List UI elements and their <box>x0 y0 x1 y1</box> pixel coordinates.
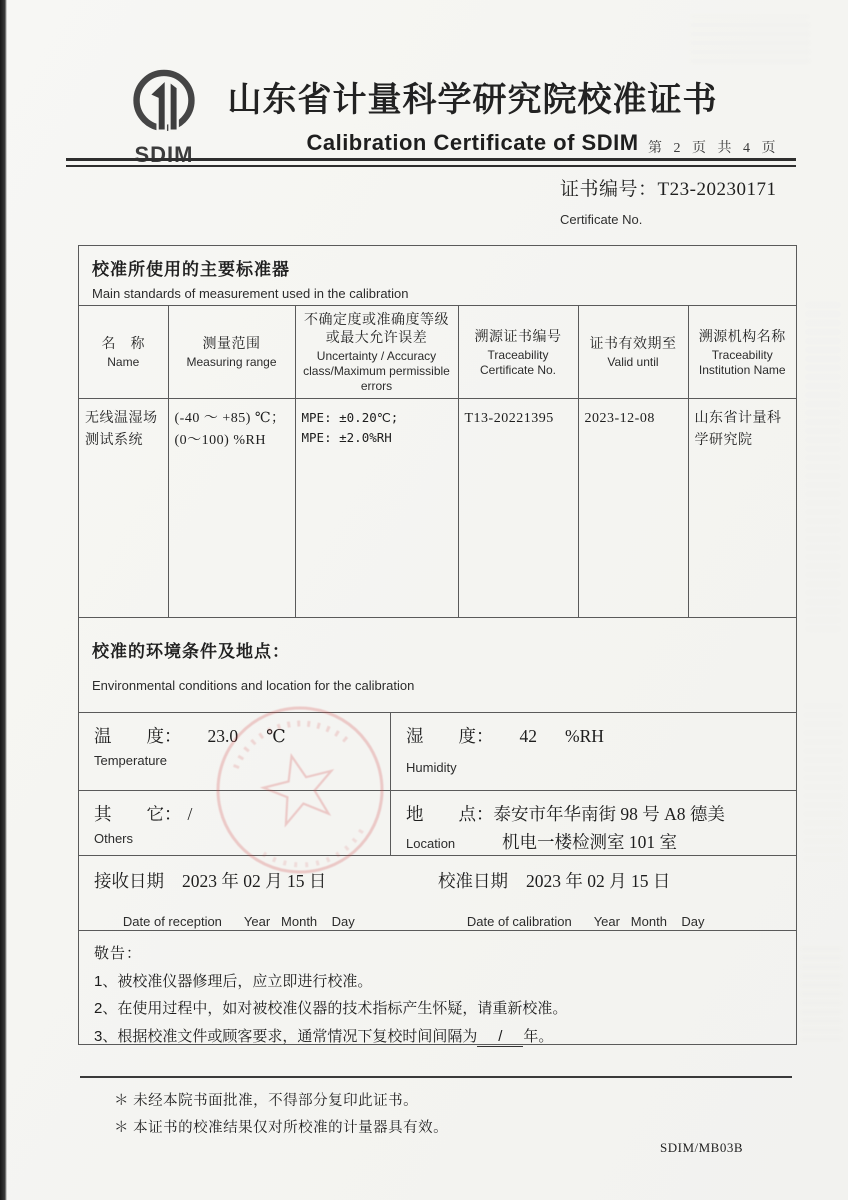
scan-edge-shadow <box>0 0 7 1200</box>
footer-divider <box>80 1076 792 1078</box>
calibration-date-label-cn: 校准日期 <box>438 870 508 891</box>
cell-mpe: MPE: ±0.20℃; MPE: ±2.0%RH <box>295 399 458 617</box>
notice-line-1: 1、被校准仪器修理后，应立即进行校准。 <box>94 972 373 990</box>
temperature-label-cn: 温 度： <box>94 725 182 746</box>
page-number: 第 2 页 共 4 页 <box>648 141 780 156</box>
standards-data-row <box>79 399 796 617</box>
standards-table <box>79 306 796 617</box>
sdim-logo-text: SDIM <box>134 142 194 167</box>
calibration-date-value: 2023 年 02 月 15 日 <box>526 870 671 891</box>
temperature-field <box>79 713 391 790</box>
reception-date-label-en: Date of reception <box>122 913 222 929</box>
others-field <box>79 791 391 855</box>
certificate-number-label: 证书编号： <box>560 179 658 200</box>
reception-ymd-en: Year Month Day <box>243 913 355 929</box>
cell-standard-name: 无线温湿场测试系统 <box>79 399 168 617</box>
certificate-title-cn: 山东省计量科学研究院校准证书 <box>227 82 718 119</box>
humidity-value: 42 <box>519 725 537 746</box>
col-valid-until: 证书有效期至 Valid until <box>578 306 688 399</box>
notice-section <box>79 931 796 1051</box>
calibration-date-label-en: Date of calibration <box>466 913 572 929</box>
cell-trace-no: T13-20221395 <box>458 399 578 617</box>
calibration-ymd-en: Year Month Day <box>593 913 705 929</box>
humidity-unit: %RH <box>565 725 604 746</box>
standards-header-row <box>79 306 796 399</box>
others-label-en: Others <box>94 830 134 846</box>
header-divider <box>66 158 796 167</box>
humidity-label-en: Humidity <box>406 759 457 775</box>
location-label-en: Location <box>406 835 456 851</box>
dates-row <box>79 856 796 931</box>
others-location-row <box>79 791 796 856</box>
footer-notes <box>114 1088 448 1142</box>
sdim-logo-icon <box>118 62 210 148</box>
col-name: 名 称 Name <box>79 306 168 399</box>
cell-measuring-range: (-40 ～ +85) ℃； (0～100) %RH <box>168 399 295 617</box>
col-traceability-cert-no: 溯源证书编号 Traceability Certificate No. <box>458 306 578 399</box>
temperature-unit: ℃ <box>266 725 286 746</box>
certificate-number-value: T23-20230171 <box>657 179 777 200</box>
cell-valid-until: 2023-12-08 <box>578 399 688 617</box>
humidity-field <box>391 713 796 790</box>
humidity-label-cn: 湿 度： <box>406 725 494 746</box>
certificate-number-label-en: Certificate No. <box>560 212 643 227</box>
environment-title-en: Environmental conditions and location for the calibration <box>92 677 415 693</box>
notice-title: 敬告： <box>94 944 143 962</box>
certificate-body <box>78 245 797 1045</box>
environment-title-cn: 校准的环境条件及地点： <box>92 641 290 661</box>
certificate-title-en: Calibration Certificate of SDIM <box>306 130 639 155</box>
col-measuring-range: 测量范围 Measuring range <box>168 306 295 399</box>
standards-title-cn: 校准所使用的主要标准器 <box>92 260 290 279</box>
standards-section-header <box>79 246 796 306</box>
reception-date-field <box>94 868 436 930</box>
temp-humidity-row <box>79 713 796 791</box>
reception-date-value: 2023 年 02 月 15 日 <box>182 870 327 891</box>
temperature-label-en: Temperature <box>94 752 167 768</box>
footer-note-1: ＊ 未经本院书面批准，不得部分复印此证书。 <box>114 1093 419 1109</box>
standards-title-en: Main standards of measurement used in the calibration <box>92 286 409 301</box>
col-uncertainty: 不确定度或准确度等级或最大允许误差 Uncertainty / Accuracy class/Maximum permissible errors <box>295 306 458 399</box>
certificate-number-block <box>560 174 776 227</box>
calibration-date-field <box>436 868 705 930</box>
others-value: / <box>187 803 193 824</box>
location-label-cn: 地 点： <box>406 803 494 824</box>
temperature-value: 23.0 <box>207 725 239 746</box>
recalibration-interval-blank: / <box>477 1029 523 1047</box>
notice-line-2: 2、在使用过程中，如对被校准仪器的技术指标产生怀疑，请重新校准。 <box>94 1000 568 1018</box>
notice-line-3: 3、根据校准文件或顾客要求，通常情况下复校时间间隔为 / 年。 <box>94 1028 554 1046</box>
others-label-cn: 其 它： <box>94 803 182 824</box>
reception-date-label-cn: 接收日期 <box>94 870 164 891</box>
location-value-line1: 泰安市年华南街 98 号 A8 德美 <box>493 803 725 824</box>
cell-institution: 山东省计量科学研究院 <box>688 399 796 617</box>
standards-table-wrap <box>79 306 796 618</box>
location-field <box>391 791 796 855</box>
form-code: SDIM/MB03B <box>660 1140 744 1155</box>
footer-note-2: ＊ 本证书的校准结果仅对所校准的计量器具有效。 <box>114 1119 449 1136</box>
col-traceability-institution: 溯源机构名称 Traceability Institution Name <box>688 306 796 399</box>
environment-section-header <box>79 618 796 713</box>
location-value-line2: 机电一楼检测室 101 室 <box>502 831 677 852</box>
